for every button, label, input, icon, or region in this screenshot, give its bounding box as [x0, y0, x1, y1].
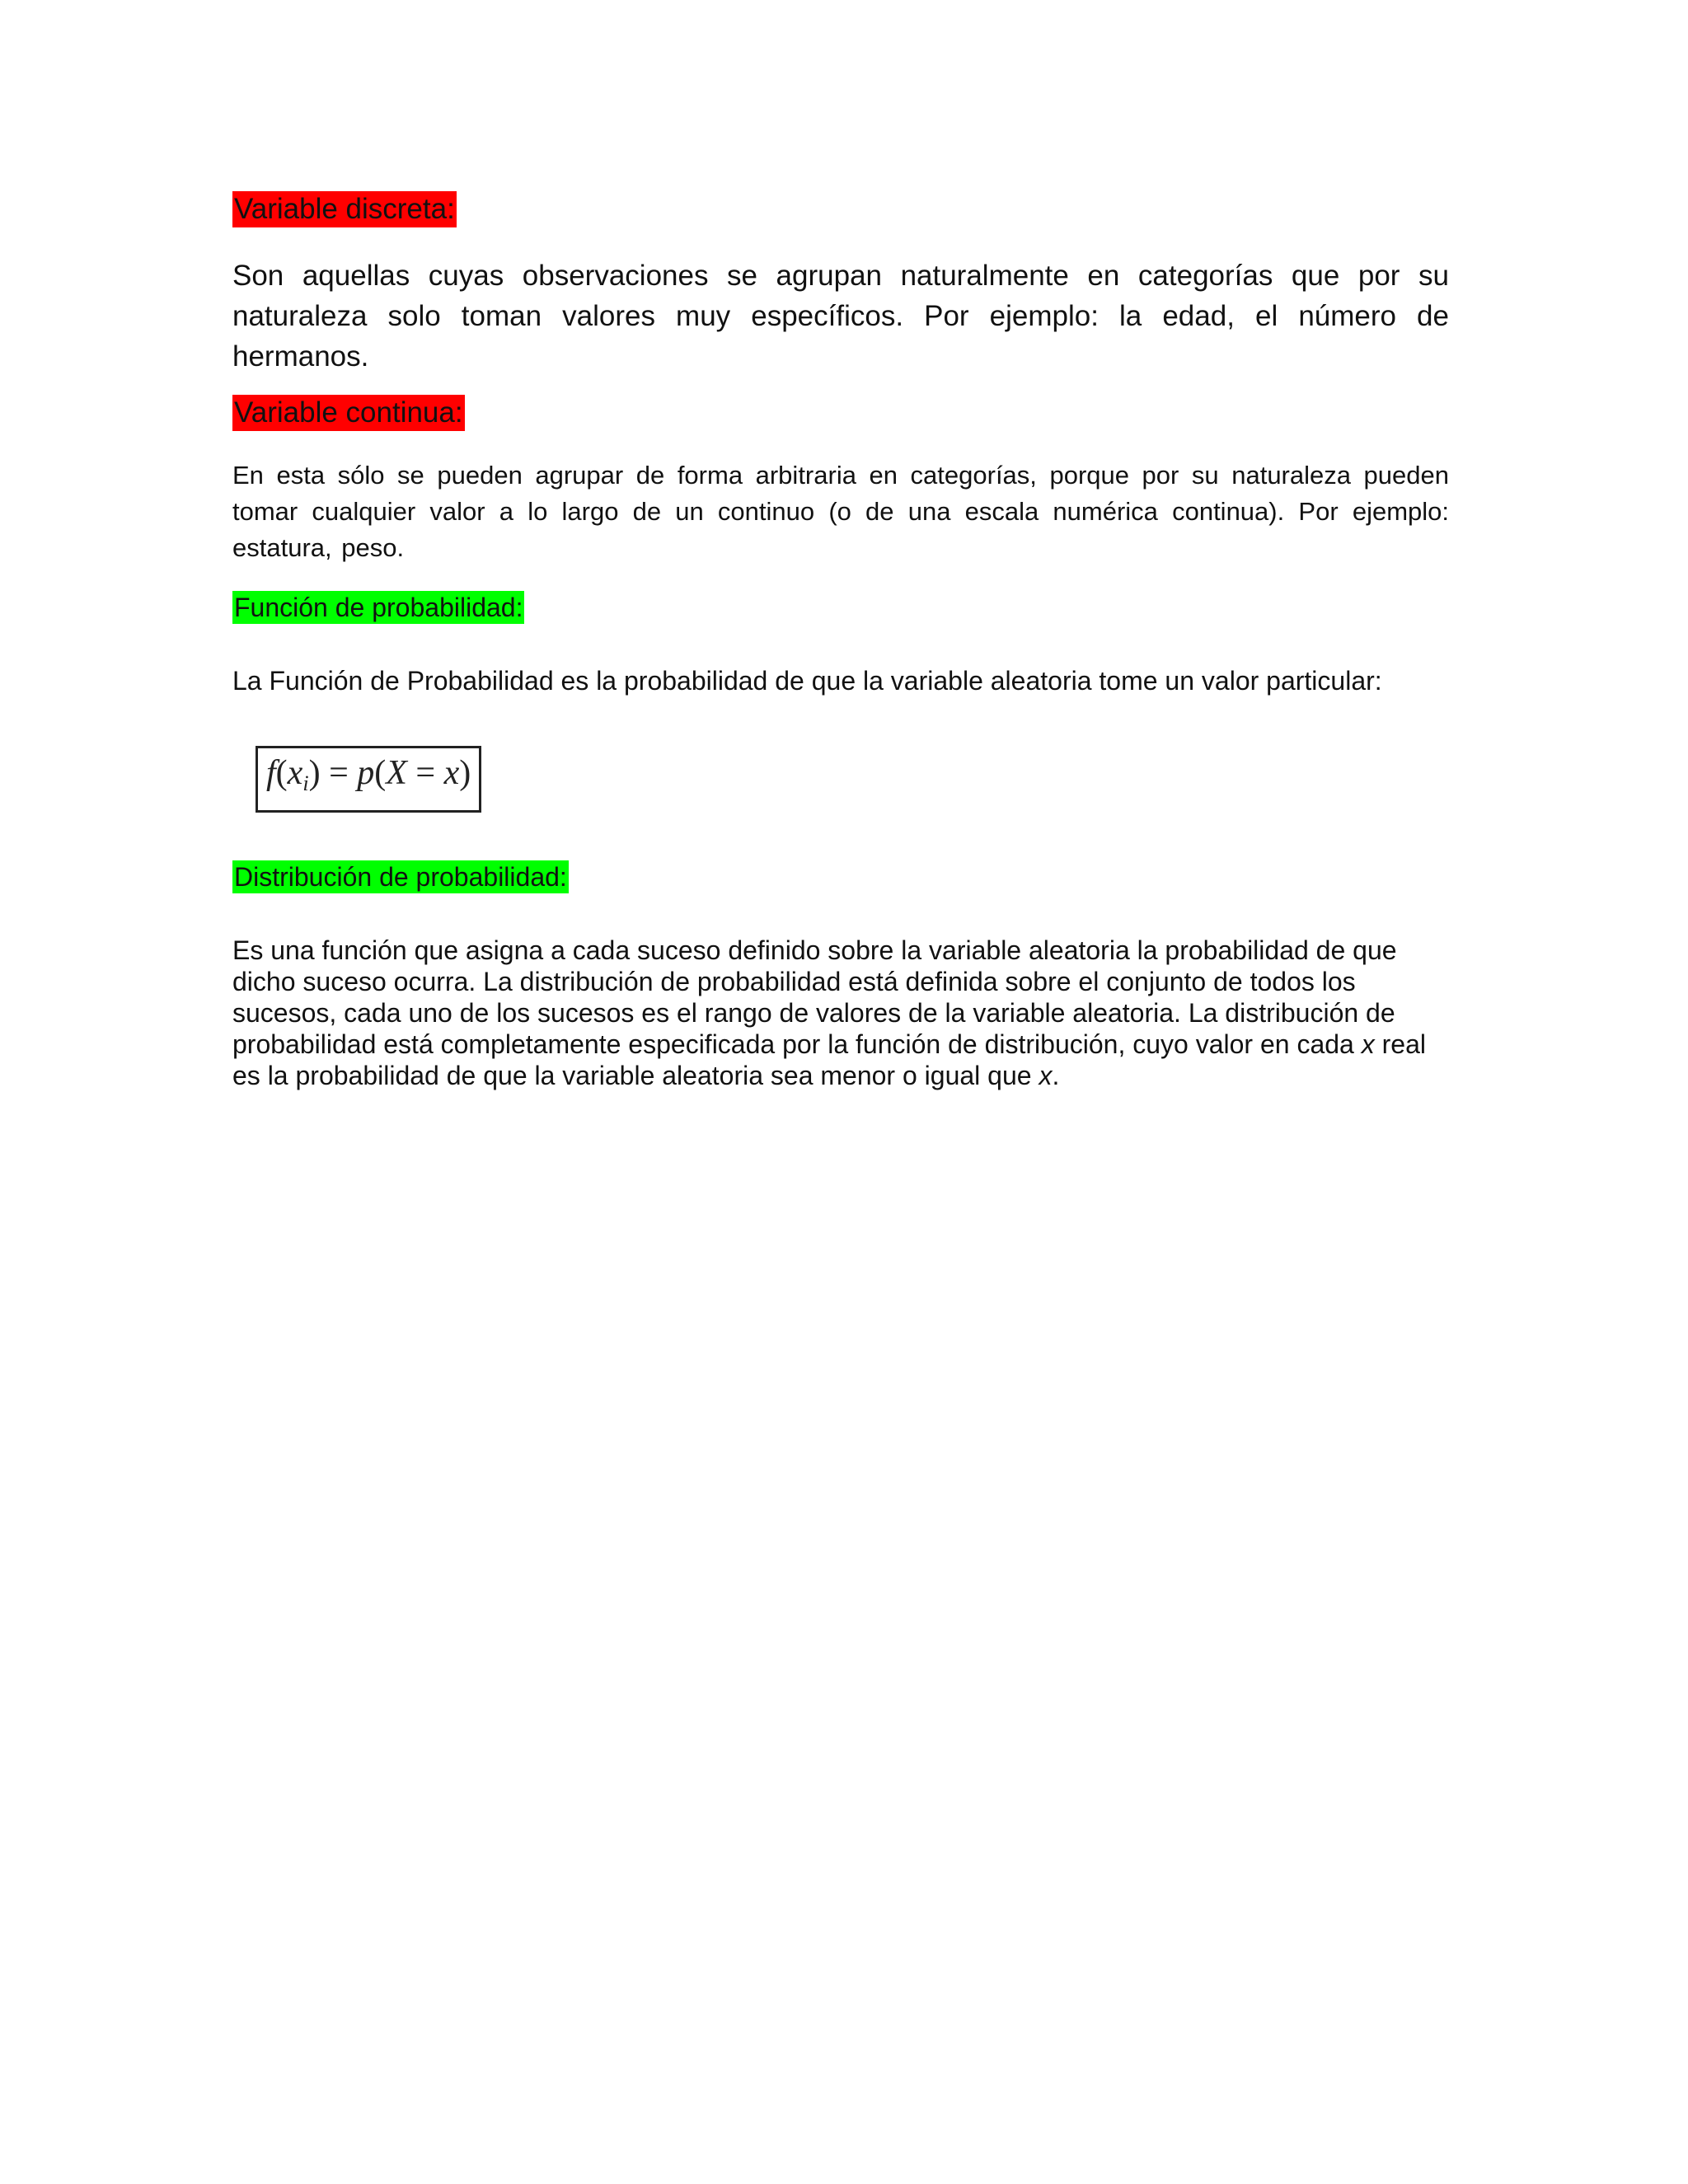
discreta-heading-row: [232, 191, 1449, 227]
continua-heading-row: [232, 395, 1449, 431]
formula-equals: =: [320, 754, 358, 792]
paragraph-variable-continua: En esta sólo se pueden agrupar de forma arbitraria en categorías, porque por su naturaleza pueden tomar cualquier valor a lo largo de un continuo (o de una escala numérica continua). Por ejemplo: estatura, peso.: [232, 461, 1449, 562]
heading-variable-continua: Variable continua:: [232, 395, 465, 431]
probability-function-formula: [256, 746, 481, 813]
formula-paren: ): [459, 754, 471, 792]
formula-x: x: [443, 754, 460, 792]
distribucion-text-1: Es una función que asigna a cada suceso definido sobre la variable aleatoria la probabilidad de que dicho suceso ocurra. La distribución de probabilidad está definida sobre el conjunto de todos los sucesos, cada uno de los sucesos es el rango de valores de la variable aleatoria. La distribución de probabilidad está completamente especificada por la función de distribución, cuyo valor en cada: [232, 935, 1397, 1059]
funcion-heading-row: [232, 591, 1449, 624]
formula-p: p: [357, 754, 375, 792]
formula-row: [232, 746, 1449, 813]
paragraph-funcion-probabilidad: La Función de Probabilidad es la probabilidad de que la variable aleatoria tome un valor particular:: [232, 666, 1382, 696]
formula-paren: (: [275, 754, 288, 792]
formula-paren: ): [308, 754, 321, 792]
paragraph-variable-discreta: Son aquellas cuyas observaciones se agrupan naturalmente en categorías que por su naturaleza solo toman valores muy específicos. Por ejemplo: la edad, el número de hermanos.: [232, 260, 1449, 373]
heading-variable-discreta: Variable discreta:: [232, 191, 457, 227]
heading-funcion-probabilidad: Función de probabilidad:: [234, 593, 523, 622]
formula-f: f: [266, 754, 276, 792]
document-page: [232, 191, 1449, 1091]
distribucion-text-2: real es la probabilidad de que la variable aleatoria sea menor o igual que: [232, 1029, 1426, 1090]
distribucion-text-3: .: [1052, 1061, 1060, 1090]
distribucion-heading-row: [232, 860, 1449, 893]
formula-subscript-i: i: [302, 771, 309, 795]
formula-equals: =: [406, 754, 444, 792]
formula-paren: (: [374, 754, 387, 792]
paragraph-distribucion-probabilidad: [232, 935, 1449, 1091]
formula-big-x: X: [386, 754, 407, 792]
heading-distribucion-probabilidad: Distribución de probabilidad:: [234, 862, 567, 892]
distribucion-var-x: x: [1361, 1029, 1375, 1059]
distribucion-var-x: x: [1039, 1061, 1053, 1090]
formula-x: x: [287, 754, 303, 792]
